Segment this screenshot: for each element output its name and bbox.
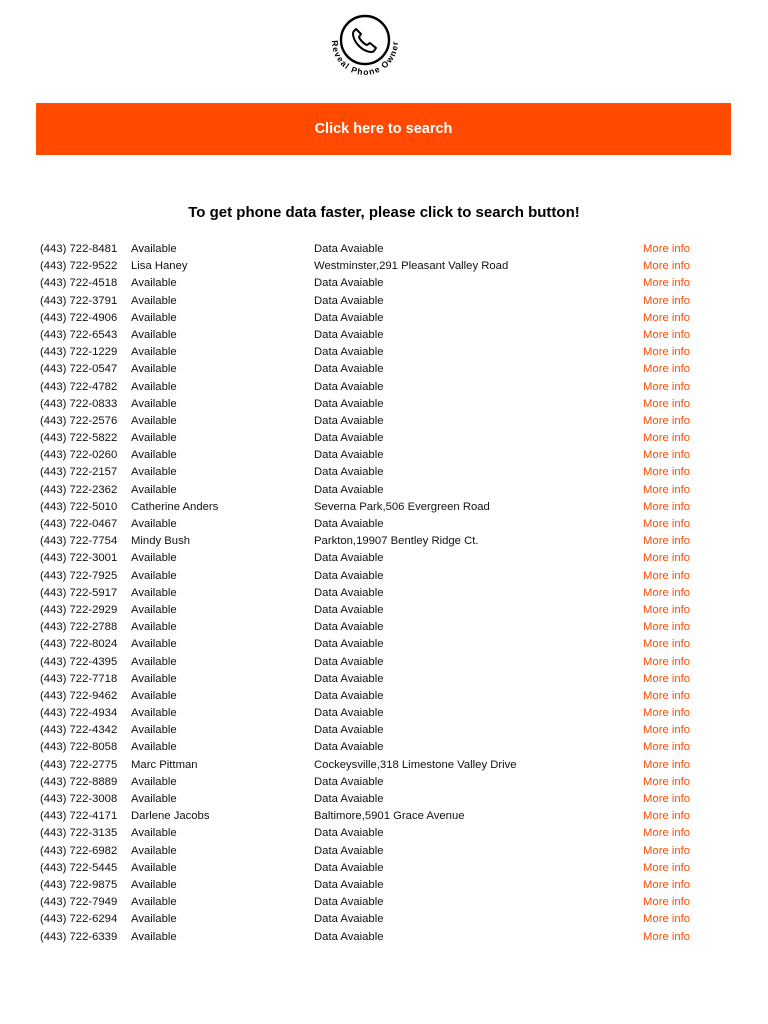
owner-name: Available	[131, 793, 177, 805]
more-info-link[interactable]: More info	[643, 741, 691, 754]
owner-address: Data Avaiable	[314, 793, 384, 805]
owner-name: Available	[131, 432, 177, 445]
more-info-link[interactable]: More info	[643, 655, 691, 668]
more-info-link[interactable]: More info	[643, 449, 691, 462]
phone-number: (443) 722-6339	[40, 930, 118, 943]
owner-name: Mindy Bush	[131, 535, 191, 548]
phone-number: (443) 722-7925	[40, 569, 118, 582]
more-info-link[interactable]: More info	[643, 500, 691, 513]
owner-address: Data Avaiable	[314, 586, 384, 599]
owner-name: Available	[131, 741, 177, 754]
phone-number: (443) 722-2788	[40, 621, 118, 634]
list-item	[40, 258, 730, 275]
list-item	[40, 396, 730, 413]
phone-number: (443) 722-3008	[40, 793, 118, 805]
more-info-link[interactable]: More info	[643, 878, 691, 891]
list-item	[40, 739, 730, 756]
owner-address: Data Avaiable	[314, 397, 384, 410]
owner-name: Available	[131, 397, 177, 410]
owner-address: Data Avaiable	[314, 346, 384, 359]
phone-number: (443) 722-0467	[40, 518, 118, 530]
owner-address: Data Avaiable	[314, 844, 384, 857]
more-info-link[interactable]: More info	[643, 294, 691, 307]
more-info-link[interactable]: More info	[643, 277, 691, 290]
owner-name: Available	[131, 930, 177, 943]
list-item	[40, 705, 730, 722]
phone-number: (443) 722-6294	[40, 913, 118, 926]
more-info-link[interactable]: More info	[643, 518, 691, 530]
list-item	[40, 843, 730, 860]
owner-name: Available	[131, 569, 177, 582]
phone-number: (443) 722-6543	[40, 328, 118, 341]
logo	[324, 6, 406, 88]
owner-name: Available	[131, 294, 177, 307]
phone-number: (443) 722-3135	[40, 827, 118, 840]
owner-name: Darlene Jacobs	[131, 810, 210, 823]
more-info-link[interactable]: More info	[643, 930, 691, 943]
phone-number: (443) 722-2929	[40, 603, 118, 616]
list-item	[40, 361, 730, 378]
owner-address: Data Avaiable	[314, 243, 384, 255]
owner-address: Data Avaiable	[314, 432, 384, 445]
owner-name: Available	[131, 414, 177, 427]
more-info-link[interactable]: More info	[643, 466, 691, 479]
phone-number: (443) 722-2775	[40, 758, 118, 771]
owner-name: Available	[131, 844, 177, 857]
more-info-link[interactable]: More info	[643, 432, 691, 445]
owner-name: Available	[131, 707, 177, 720]
owner-address: Data Avaiable	[314, 483, 384, 496]
more-info-link[interactable]: More info	[643, 758, 691, 771]
owner-address: Data Avaiable	[314, 603, 384, 616]
list-item	[40, 654, 730, 671]
owner-address: Data Avaiable	[314, 363, 384, 376]
list-item	[40, 447, 730, 464]
phone-number: (443) 722-2576	[40, 414, 118, 427]
list-item	[40, 894, 730, 911]
owner-address: Data Avaiable	[314, 655, 384, 668]
logo-text: Reveal Phone Owner	[329, 40, 401, 78]
more-info-link[interactable]: More info	[643, 672, 691, 685]
more-info-link[interactable]: More info	[643, 535, 691, 548]
more-info-link[interactable]: More info	[643, 793, 691, 805]
owner-address: Data Avaiable	[314, 380, 384, 393]
more-info-link[interactable]: More info	[643, 397, 691, 410]
more-info-link[interactable]: More info	[643, 896, 691, 909]
search-button-label: Click here to search	[314, 121, 453, 137]
list-item	[40, 327, 730, 344]
owner-name: Available	[131, 483, 177, 496]
list-item	[40, 310, 730, 327]
owner-name: Available	[131, 277, 177, 290]
more-info-link[interactable]: More info	[643, 552, 691, 565]
search-button[interactable]	[36, 103, 731, 155]
owner-address: Data Avaiable	[314, 277, 384, 290]
owner-address: Data Avaiable	[314, 775, 384, 788]
more-info-link[interactable]: More info	[643, 638, 691, 651]
owner-name: Available	[131, 466, 177, 479]
phone-number: (443) 722-4906	[40, 311, 118, 324]
more-info-link[interactable]: More info	[643, 689, 691, 702]
list-item	[40, 293, 730, 310]
owner-address: Data Avaiable	[314, 294, 384, 307]
owner-address: Data Avaiable	[314, 518, 384, 530]
more-info-link[interactable]: More info	[643, 311, 691, 324]
owner-address: Westminster,291 Pleasant Valley Road	[314, 260, 509, 273]
more-info-link[interactable]: More info	[643, 483, 691, 496]
owner-address: Data Avaiable	[314, 638, 384, 651]
list-item	[40, 774, 730, 791]
owner-name: Available	[131, 311, 177, 324]
owner-address: Data Avaiable	[314, 672, 384, 685]
more-info-link[interactable]: More info	[643, 861, 691, 874]
phone-number: (443) 722-3001	[40, 552, 118, 565]
owner-name: Available	[131, 775, 177, 788]
logo-badge	[324, 6, 406, 88]
more-info-link[interactable]: More info	[643, 586, 691, 599]
list-item	[40, 275, 730, 292]
phone-number: (443) 722-8889	[40, 775, 118, 788]
list-item	[40, 688, 730, 705]
list-item	[40, 602, 730, 619]
more-info-link[interactable]: More info	[643, 328, 691, 341]
list-item	[40, 241, 730, 258]
phone-number: (443) 722-8481	[40, 243, 118, 255]
phone-number: (443) 722-3791	[40, 294, 118, 307]
owner-address: Data Avaiable	[314, 466, 384, 479]
owner-address: Data Avaiable	[314, 569, 384, 582]
more-info-link[interactable]: More info	[643, 775, 691, 788]
phone-number: (443) 722-5010	[40, 500, 118, 513]
list-item	[40, 413, 730, 430]
phone-number: (443) 722-0260	[40, 449, 118, 462]
owner-name: Available	[131, 689, 177, 702]
list-item	[40, 929, 730, 946]
owner-address: Data Avaiable	[314, 449, 384, 462]
owner-name: Available	[131, 827, 177, 840]
phone-number: (443) 722-5822	[40, 432, 118, 445]
owner-name: Available	[131, 878, 177, 891]
phone-list	[40, 241, 730, 946]
phone-number: (443) 722-0547	[40, 363, 118, 376]
owner-address: Data Avaiable	[314, 896, 384, 909]
owner-name: Available	[131, 913, 177, 926]
more-info-link[interactable]: More info	[643, 913, 691, 926]
owner-name: Available	[131, 724, 177, 737]
list-item	[40, 516, 730, 533]
phone-number: (443) 722-1229	[40, 346, 118, 359]
phone-number: (443) 722-4395	[40, 655, 118, 668]
list-item	[40, 344, 730, 361]
owner-address: Data Avaiable	[314, 707, 384, 720]
list-item	[40, 877, 730, 894]
owner-address: Cockeysville,318 Limestone Valley Drive	[314, 758, 517, 771]
owner-name: Available	[131, 243, 177, 255]
more-info-link[interactable]: More info	[643, 569, 691, 582]
owner-address: Data Avaiable	[314, 724, 384, 737]
owner-address: Data Avaiable	[314, 621, 384, 634]
owner-name: Available	[131, 621, 177, 634]
owner-address: Data Avaiable	[314, 552, 384, 565]
list-item	[40, 757, 730, 774]
list-item	[40, 585, 730, 602]
owner-name: Available	[131, 518, 177, 530]
more-info-link[interactable]: More info	[643, 380, 691, 393]
owner-name: Marc Pittman	[131, 758, 198, 771]
phone-number: (443) 722-5917	[40, 586, 118, 599]
list-item	[40, 499, 730, 516]
list-item	[40, 722, 730, 739]
page-headline: To get phone data faster, please click to search button!	[188, 204, 580, 221]
phone-number: (443) 722-8058	[40, 741, 118, 754]
list-item	[40, 791, 730, 808]
owner-name: Available	[131, 363, 177, 376]
owner-name: Available	[131, 586, 177, 599]
more-info-link[interactable]: More info	[643, 827, 691, 840]
more-info-link[interactable]: More info	[643, 243, 691, 255]
owner-address: Data Avaiable	[314, 930, 384, 943]
list-item	[40, 808, 730, 825]
owner-name: Available	[131, 655, 177, 668]
phone-number: (443) 722-9462	[40, 689, 118, 702]
owner-name: Available	[131, 380, 177, 393]
list-item	[40, 568, 730, 585]
list-item	[40, 619, 730, 636]
phone-number: (443) 722-4171	[40, 810, 118, 823]
more-info-link[interactable]: More info	[643, 414, 691, 427]
more-info-link[interactable]: More info	[643, 621, 691, 634]
phone-number: (443) 722-4782	[40, 380, 118, 393]
owner-name: Lisa Haney	[131, 260, 188, 273]
more-info-link[interactable]: More info	[643, 363, 691, 376]
owner-name: Available	[131, 672, 177, 685]
owner-address: Data Avaiable	[314, 311, 384, 324]
list-item	[40, 911, 730, 928]
list-item	[40, 671, 730, 688]
owner-name: Available	[131, 328, 177, 341]
owner-address: Data Avaiable	[314, 689, 384, 702]
owner-name: Available	[131, 346, 177, 359]
owner-address: Baltimore,5901 Grace Avenue	[314, 810, 465, 823]
more-info-link[interactable]: More info	[643, 810, 691, 823]
owner-address: Data Avaiable	[314, 827, 384, 840]
owner-name: Available	[131, 861, 177, 874]
more-info-link[interactable]: More info	[643, 603, 691, 616]
phone-number: (443) 722-2362	[40, 483, 118, 496]
list-item	[40, 636, 730, 653]
owner-name: Available	[131, 552, 177, 565]
more-info-link[interactable]: More info	[643, 724, 691, 737]
list-item	[40, 550, 730, 567]
phone-number: (443) 722-7949	[40, 896, 118, 909]
owner-address: Data Avaiable	[314, 861, 384, 874]
phone-number: (443) 722-9875	[40, 878, 118, 891]
phone-number: (443) 722-7718	[40, 672, 118, 685]
more-info-link[interactable]: More info	[643, 260, 691, 273]
more-info-link[interactable]: More info	[643, 346, 691, 359]
owner-name: Available	[131, 638, 177, 651]
phone-number: (443) 722-6982	[40, 844, 118, 857]
phone-number: (443) 722-4342	[40, 724, 118, 737]
owner-name: Available	[131, 449, 177, 462]
owner-name: Available	[131, 896, 177, 909]
owner-address: Severna Park,506 Evergreen Road	[314, 500, 490, 513]
owner-address: Data Avaiable	[314, 741, 384, 754]
phone-number: (443) 722-4518	[40, 277, 118, 290]
owner-address: Data Avaiable	[314, 328, 384, 341]
list-item	[40, 533, 730, 550]
phone-number: (443) 722-7754	[40, 535, 118, 548]
phone-number: (443) 722-2157	[40, 466, 118, 479]
owner-address: Data Avaiable	[314, 913, 384, 926]
list-item	[40, 379, 730, 396]
owner-name: Catherine Anders	[131, 500, 219, 513]
phone-number: (443) 722-5445	[40, 861, 118, 874]
owner-name: Available	[131, 603, 177, 616]
list-item	[40, 482, 730, 499]
phone-number: (443) 722-8024	[40, 638, 118, 651]
more-info-link[interactable]: More info	[643, 844, 691, 857]
more-info-link[interactable]: More info	[643, 707, 691, 720]
phone-number: (443) 722-0833	[40, 397, 118, 410]
owner-address: Parkton,19907 Bentley Ridge Ct.	[314, 535, 479, 548]
list-item	[40, 464, 730, 481]
owner-address: Data Avaiable	[314, 414, 384, 427]
list-item	[40, 860, 730, 877]
phone-number: (443) 722-4934	[40, 707, 118, 720]
list-item	[40, 825, 730, 842]
list-item	[40, 430, 730, 447]
owner-address: Data Avaiable	[314, 878, 384, 891]
phone-number: (443) 722-9522	[40, 260, 118, 273]
